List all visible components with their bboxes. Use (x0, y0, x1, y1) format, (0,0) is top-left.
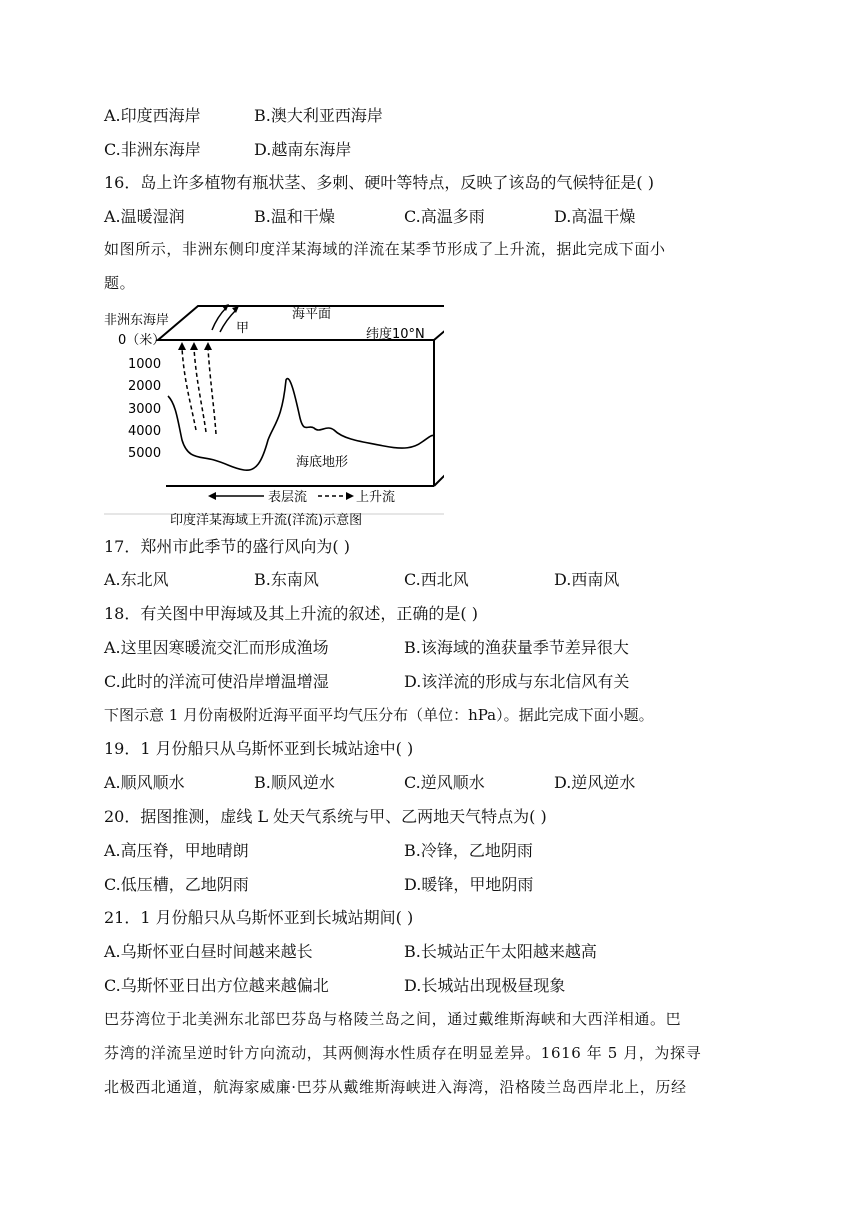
q19-option-a: A.顺风顺水 (104, 773, 185, 792)
q19-option-c: C.逆风顺水 (404, 773, 485, 792)
q21-option-d: D.长城站出现极昼现象 (404, 976, 566, 995)
q20-option-d: D.暖锋，甲地阴雨 (404, 875, 534, 894)
pressure-intro: 下图示意 1 月份南极附近海平面平均气压分布（单位：hPa）。据此完成下面小题。 (104, 706, 654, 724)
q16-stem: 16．岛上许多植物有瓶状茎、多刺、硬叶等特点，反映了该岛的气候特征是( ) (104, 173, 654, 192)
q15-option-b: B.澳大利亚西海岸 (254, 106, 383, 125)
upwelling-arrow-1 (182, 348, 196, 430)
q21-stem: 21．1 月份船只从乌斯怀亚到长城站期间( ) (104, 908, 414, 927)
q16-option-a: A.温暖湿润 (104, 207, 185, 226)
upwelling-intro-line-1: 如图所示，非洲东侧印度洋某海域的洋流在某季节形成了上升流，据此完成下面小 (104, 240, 666, 258)
upwelling-diagram (104, 300, 444, 528)
q18-option-a: A.这里因寒暖流交汇而形成渔场 (104, 638, 329, 657)
depth-tick-5000: 5000 (128, 446, 162, 461)
q20-option-a: A.高压脊，甲地晴朗 (104, 841, 249, 860)
surface-flow-arrowhead-2 (232, 306, 239, 313)
baffin-line-2: 芬湾的洋流呈逆时针方向流动，其两侧海水性质存在明显差异。1616 年 5 月，为探寻 (104, 1044, 702, 1062)
figure-caption: 印度洋某海域上升流(洋流)示意图 (170, 513, 363, 528)
q18-option-d: D.该洋流的形成与东北信风有关 (404, 672, 630, 691)
upwelling-arrowhead-1 (178, 342, 186, 350)
coast-label: 非洲东海岸 (104, 313, 170, 328)
q17-option-c: C.西北风 (404, 570, 469, 589)
upwelling-figure (104, 300, 444, 528)
q17-option-d: D.西南风 (554, 570, 620, 589)
depth-tick-1000: 1000 (128, 357, 162, 372)
depth-tick-2000: 2000 (128, 379, 162, 394)
depth-tick-3000: 3000 (128, 402, 162, 417)
q15-option-c: C.非洲东海岸 (104, 140, 201, 159)
q16-option-b: B.温和干燥 (254, 207, 335, 226)
baffin-line-3: 北极西北通道，航海家威廉·巴芬从戴维斯海峡进入海湾，沿格陵兰岛西岸北上，历经 (104, 1078, 687, 1096)
latitude-label: 纬度10°N (366, 327, 425, 342)
q18-stem: 18．有关图中甲海域及其上升流的叙述，正确的是( ) (104, 604, 478, 623)
q16-option-c: C.高温多雨 (404, 207, 485, 226)
q17-option-a: A.东北风 (104, 570, 169, 589)
zero-depth-label: 0（米） (118, 333, 166, 348)
jia-label: 甲 (236, 321, 250, 336)
sea-level-label: 海平面 (292, 307, 332, 322)
baffin-line-1: 巴芬湾位于北美洲东北部巴芬岛与格陵兰岛之间，通过戴维斯海峡和大西洋相通。巴 (104, 1010, 682, 1028)
q21-option-b: B.长城站正午太阳越来越高 (404, 942, 597, 961)
q15-option-d: D.越南东海岸 (254, 140, 352, 159)
q16-option-d: D.高温干燥 (554, 207, 636, 226)
q17-stem: 17．郑州市此季节的盛行风向为( ) (104, 537, 350, 556)
legend-upwelling-label: 上升流 (356, 490, 396, 505)
q19-option-b: B.顺风逆水 (254, 773, 335, 792)
q21-option-a: A.乌斯怀亚白昼时间越来越长 (104, 942, 313, 961)
upwelling-arrow-2 (194, 348, 206, 432)
legend-upwelling-arrowhead (346, 492, 354, 500)
upwelling-arrow-3 (208, 348, 216, 434)
q20-stem: 20．据图推测，虚线 L 处天气系统与甲、乙两地天气特点为( ) (104, 807, 547, 826)
upwelling-arrowhead-3 (204, 342, 212, 350)
q21-option-c: C.乌斯怀亚日出方位越来越偏北 (104, 976, 329, 995)
upwelling-intro (104, 232, 764, 300)
upwelling-intro-line-2: 题。 (104, 274, 136, 292)
upwelling-arrowhead-2 (190, 342, 198, 350)
q17-option-b: B.东南风 (254, 570, 319, 589)
legend-surface-arrowhead (208, 492, 216, 500)
baffin-bay-passage (104, 1002, 764, 1104)
legend-surface-label: 表层流 (268, 490, 308, 505)
q18-option-c: C.此时的洋流可使沿岸增温增湿 (104, 672, 329, 691)
q19-stem: 19．1 月份船只从乌斯怀亚到长城站途中( ) (104, 739, 414, 758)
q19-option-d: D.逆风逆水 (554, 773, 636, 792)
q20-option-c: C.低压槽，乙地阴雨 (104, 875, 249, 894)
q15-option-a: A.印度西海岸 (104, 106, 201, 125)
surface-flow-arrow-2 (220, 310, 236, 332)
depth-tick-4000: 4000 (128, 424, 162, 439)
q18-option-b: B.该海域的渔获量季节差异很大 (404, 638, 629, 657)
q20-option-b: B.冷锋，乙地阴雨 (404, 841, 533, 860)
surface-flow-arrow-1 (212, 308, 226, 330)
seafloor-label: 海底地形 (296, 455, 349, 470)
